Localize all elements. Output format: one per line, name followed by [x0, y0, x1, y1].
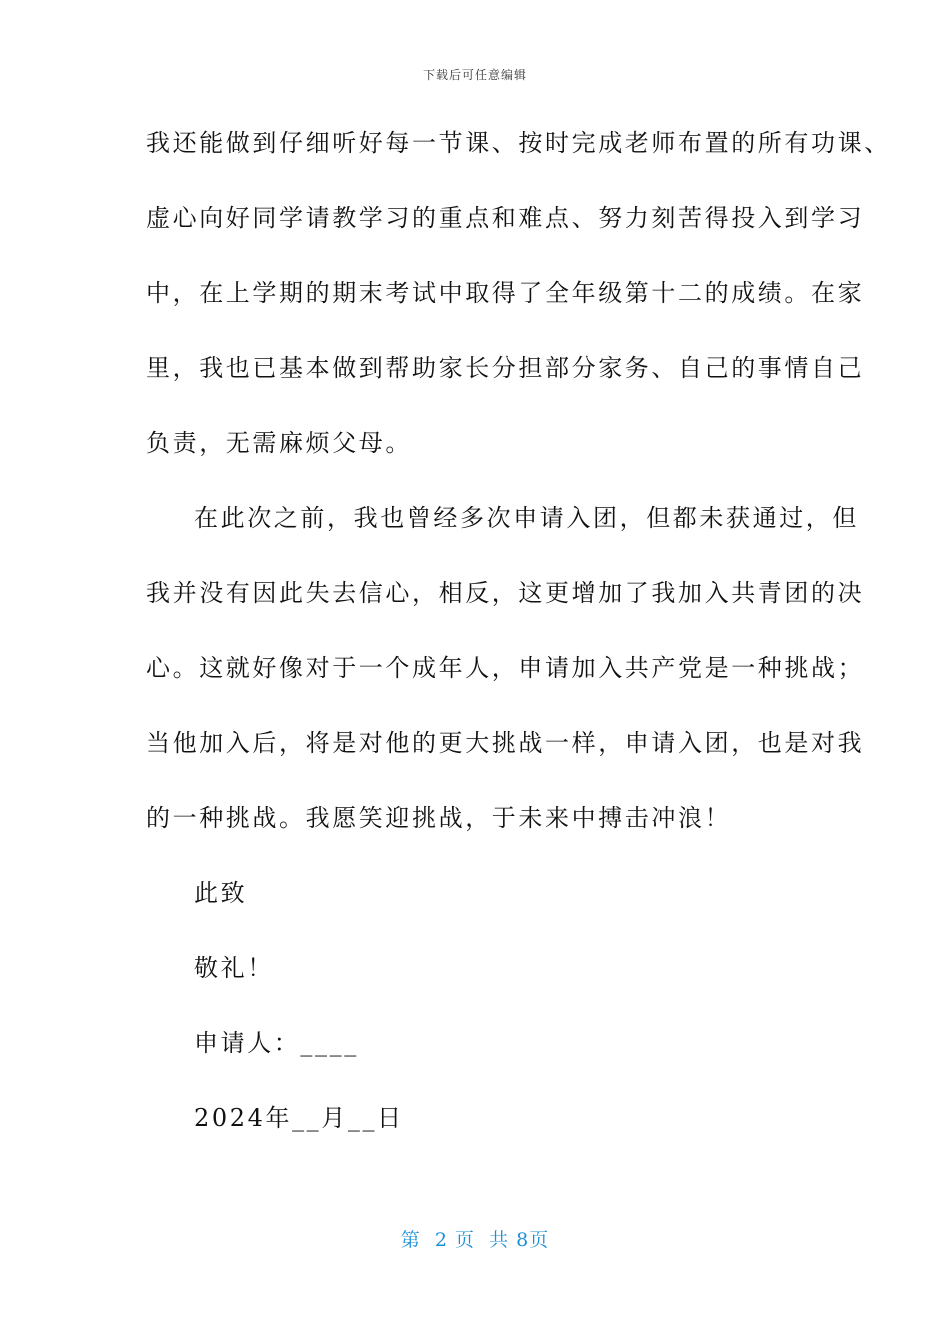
page-number-footer: 第 2 页 共 8页: [400, 1229, 550, 1251]
body-line-7: 我并没有因此失去信心，相反，这更增加了我加入共青团的决: [146, 579, 865, 607]
body-line-10: 的一种挑战。我愿笑迎挑战，于未来中搏击冲浪！: [146, 804, 732, 832]
body-line-4: 里，我也已基本做到帮助家长分担部分家务、自己的事情自己: [146, 354, 865, 382]
body-line-1: 我还能做到仔细听好每一节课、按时完成老师布置的所有功课、: [146, 129, 891, 157]
applicant-line: 申请人：____: [194, 1029, 359, 1057]
closing-text: 此致: [194, 879, 248, 907]
salute-text: 敬礼！: [194, 954, 274, 982]
body-line-8: 心。这就好像对于一个成年人，申请加入共产党是一种挑战；: [146, 654, 865, 682]
date-line: 2024年__月__日: [194, 1104, 404, 1132]
body-line-5: 负责，无需麻烦父母。: [146, 429, 412, 457]
body-line-3: 中，在上学期的期末考试中取得了全年级第十二的成绩。在家: [146, 279, 865, 307]
body-line-6: 在此次之前，我也曾经多次申请入团，但都未获通过，但: [194, 504, 859, 532]
body-line-2: 虚心向好同学请教学习的重点和难点、努力刻苦得投入到学习: [146, 204, 865, 232]
page-header-note: 下载后可任意编辑: [422, 68, 527, 82]
body-line-9: 当他加入后，将是对他的更大挑战一样，申请入团，也是对我: [146, 729, 865, 757]
